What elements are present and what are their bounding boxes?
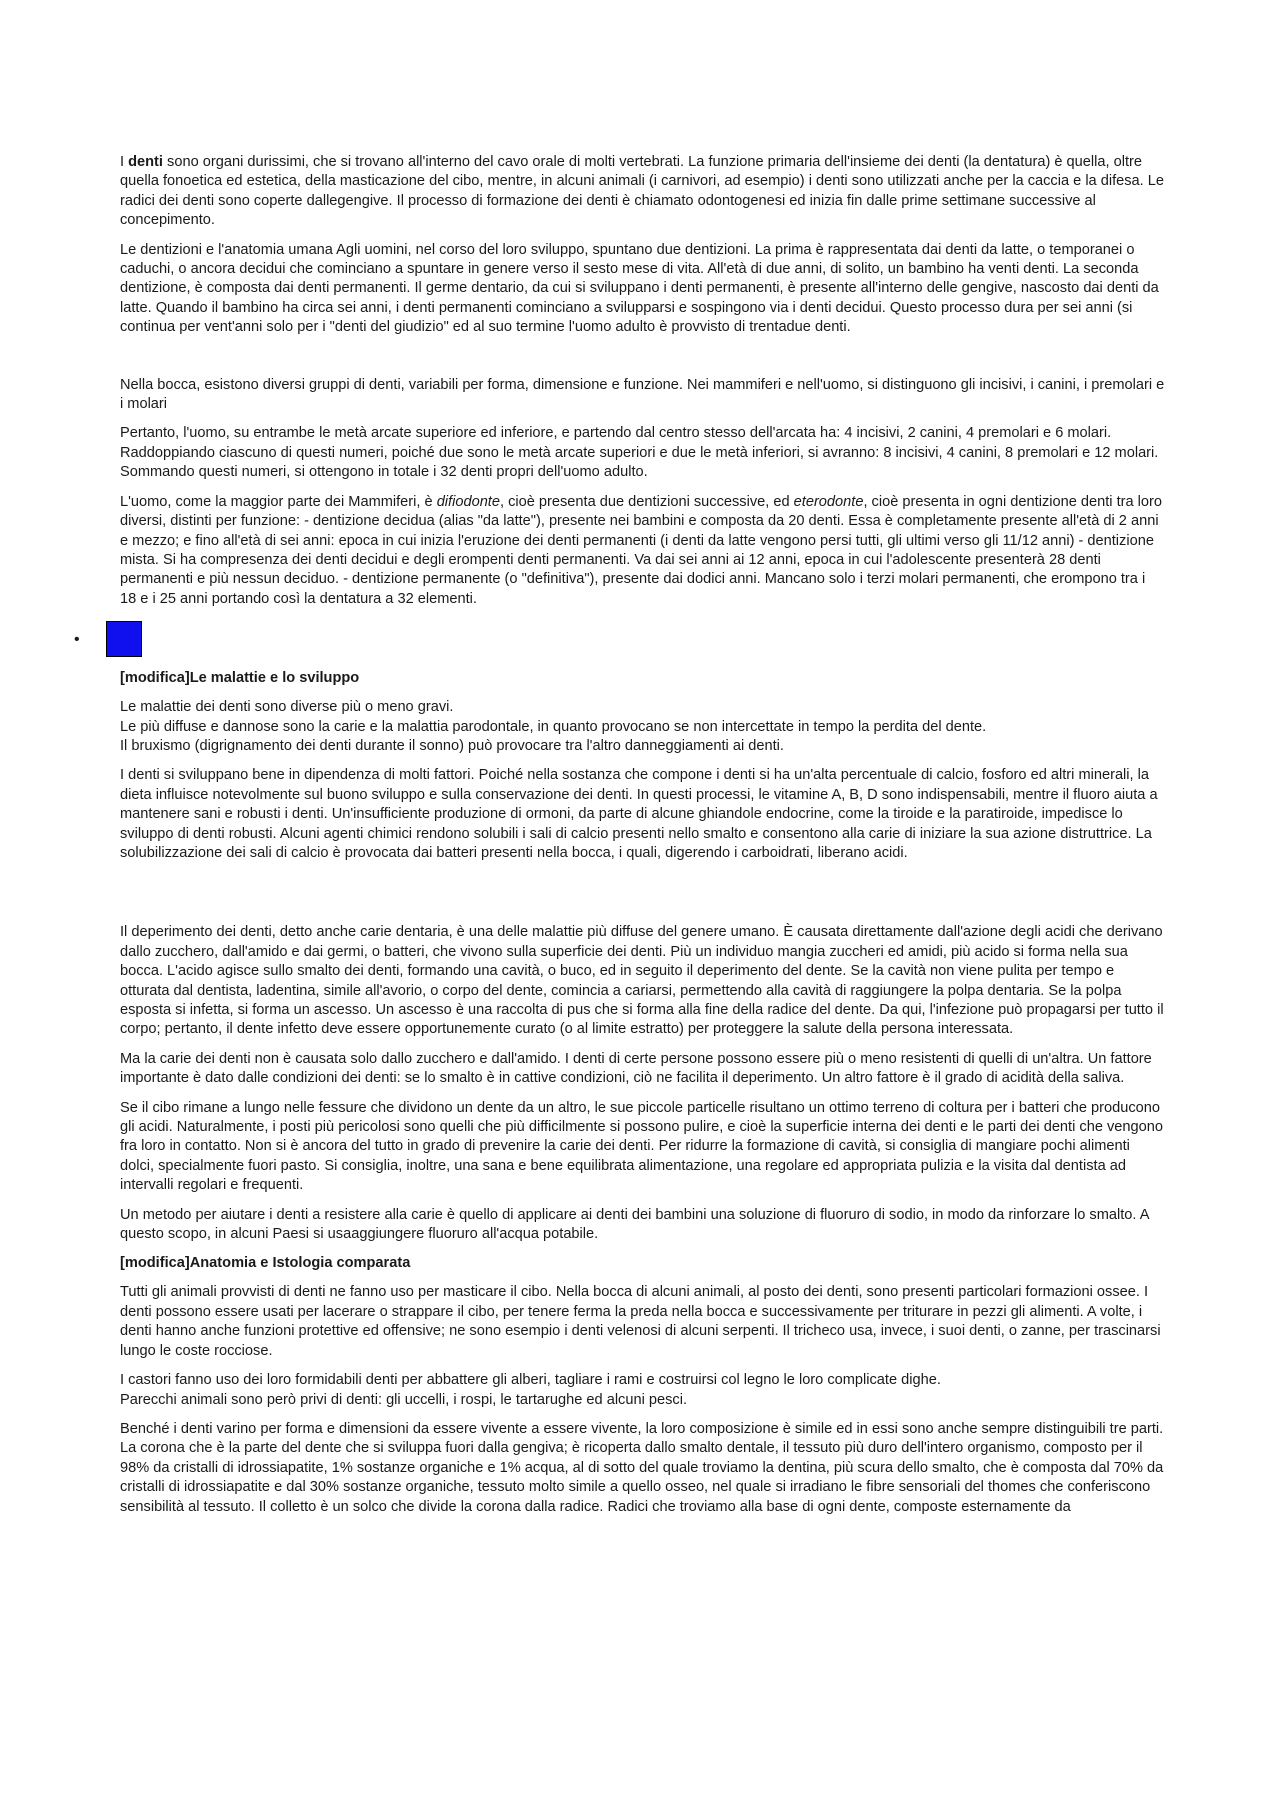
bullet-icon: •: [74, 631, 80, 649]
text-line: Parecchi animali sono però privi di denti: gli uccelli, i rospi, le tartarughe ed alcuni pesci.: [120, 1391, 688, 1408]
section-heading-malattie[interactable]: [modifica]Le malattie e lo sviluppo: [120, 670, 360, 687]
spacer: [120, 348, 1165, 376]
intro-text: sono organi durissimi, che si trovano all'interno del cavo orale di molti vertebrati. La funzione primaria dell'insieme dei denti (la dentatura) è quella, oltre quella fonoetica ed estetica, della masticazione del cibo, mentre, in alcuni animali (i carnivori, ad esempio) i denti sono utilizzati anche per la caccia e la difesa. Le radici dei denti sono coperte dallegengive. Il processo di formazione dei denti è chiamato odontogenesi ed inizia fin dalle prime settimane successive al concepimento.: [120, 154, 1165, 229]
text-line: Le malattie dei denti sono diverse più o meno gravi.: [120, 699, 454, 716]
dentition-paragraph: Le dentizioni e l'anatomia umana Agli uomini, nel corso del loro sviluppo, spuntano due dentizioni. La prima è rappresentata dai denti da latte, o temporanei o caduchi, o ancora decidui che cominciano a spuntare in genere verso il sesto mese di vita. All'età di due anni, di solito, un bambino ha venti denti. La seconda dentizione, è composta dai denti permanenti. Il germe dentario, da cui si sviluppano i denti permanenti, è presente all'interno delle gengive, nascosto dai denti da latte. Quando il bambino ha circa sei anni, i denti permanenti cominciano a svilupparsi e sospingono via i denti decidui. Questo processo dura per sei anni (si continua per vent'anni solo per i "denti del giudizio" ed al suo termine l'uomo adulto è provvisto di trentadue denti.: [120, 241, 1159, 336]
animals-paragraph: Tutti gli animali provvisti di denti ne fanno uso per masticare il cibo. Nella bocca di alcuni animali, al posto dei denti, sono presenti particolari formazioni ossee. I denti possono essere usati per lacerare o strappare il cibo, per tenere ferma la preda nella bocca e successivamente per triturare in pezzi gli alimenti. A volte, i denti hanno anche funzioni protettive ed offensive; ne sono esempio i denti velenosi di alcuni serpenti. Il tricheco usa, invece, i suoi denti, o zanne, per trascinarsi lungo le coste rocciose.: [120, 1284, 1161, 1359]
difiodonte-paragraph: [120, 493, 1165, 609]
beavers-paragraph: [120, 1371, 1165, 1410]
prevention-paragraph: Se il cibo rimane a lungo nelle fessure che dividono un dente da un altro, le sue piccole particelle risultano un ottimo terreno di coltura per i batteri che producono gli acidi. Naturalmente, i posti più pericolosi sono quelli che più difficilmente si possono pulire, e cioè la superficie interna dei denti e le parti dei denti che vengono fra loro in contatto. Non si è ancora del tutto in grado di prevenire la carie dei denti. Per ridurre la formazione di cavità, si consiglia di mangiare pochi alimenti dolci, specialmente fuori pasto. Si consiglia, inoltre, una sana e bene equilibrata alimentazione, una regolare ed appropriata pulizia e la visita dal dentista ad intervalli regolari e frequenti.: [120, 1099, 1163, 1194]
bullet-list-item: [74, 619, 1165, 661]
spacer: [120, 873, 1165, 923]
composition-paragraph: Benché i denti varino per forma e dimensioni da essere vivente a essere vivente, la loro composizione è simile ed in essi sono anche sempre distinguibili tre parti. La corona che è la parte del dente che si sviluppa fuori dalla gengiva; è ricoperta dallo smalto dentale, il tessuto più duro dell'intero organismo, composto per il 98% da cristalli di idrossiapatite, 1% sostanze organiche e 1% acqua, al di sotto del quale troviamo la dentina, più scura dello smalto, che è composta dal 70% da cristalli di idrossiapatite e dal 30% sostanze organiche, tessuto molto simile a quello osseo, nel quale si irradiano le fibre sensoriali del thomes che conferiscono sensibilità al tessuto. Il colletto è un solco che divide la corona dalla radice. Radici che troviamo alla base di ogni dente, composte esternamente da: [120, 1420, 1164, 1515]
text-line: Il bruxismo (digrignamento dei denti durante il sonno) può provocare tra l'altro danneggiamenti ai denti.: [120, 737, 784, 754]
resistance-paragraph: Ma la carie dei denti non è causata solo dallo zucchero e dall'amido. I denti di certe persone possono essere più o meno resistenti di quelli di un'altra. Un fattore importante è dato dalle condizioni dei denti: se lo smalto è in cattive condizioni, ciò ne facilita il deperimento. Un altro fattore è il grado di acidità della saliva.: [120, 1050, 1152, 1087]
text-segment: , cioè presenta due dentizioni successive, ed: [499, 493, 794, 510]
decay-paragraph: Il deperimento dei denti, detto anche carie dentaria, è una delle malattie più diffuse del genere umano. È causata direttamente dall'azione degli acidi che derivano dallo zucchero, dall'amido e dai germi, o batteri, che vivono sulla superficie dei denti. Più un individuo mangia zuccheri ed amidi, più acido si forma nella sua bocca. L'acido agisce sullo smalto dei denti, formando una cavità, o buco, ed in seguito il deperimento del dente. Se la cavità non viene pulita per tempo e otturata dal dentista, ladentina, simile all'avorio, o corpo del dente, comincia a cariarsi, permettendo alla cavità di raggiungere la polpa dentaria. Se la polpa esposta si infetta, si forma un ascesso. Un ascesso è una raccolta di pus che si forma alla fine della radice del dente. Da qui, l'infezione può propagarsi per tutto il corpo; pertanto, il dente infetto deve essere opportunemente curato (o al limite estratto) per proteggere la salute della persona interessata.: [120, 924, 1164, 1038]
fluoride-paragraph: Un metodo per aiutare i denti a resistere alla carie è quello di applicare ai denti dei bambini una soluzione di fluoruro di sodio, in modo da rinforzare lo smalto. A questo scopo, in alcuni Paesi si usaaggiungere fluoruro all'acqua potabile.: [120, 1206, 1149, 1243]
text-line: Le più diffuse e dannose sono la carie e la malattia parodontale, in quanto provocano se non intercettate in tempo la perdita del dente.: [120, 718, 987, 735]
text-segment: L'uomo, come la maggior parte dei Mammiferi, è: [120, 493, 437, 510]
italic-term: difiodonte: [436, 493, 500, 510]
section-heading-anatomia[interactable]: [modifica]Anatomia e Istologia comparata: [120, 1255, 411, 1272]
document-body: [74, 153, 1165, 1527]
italic-term: eterodonte: [793, 493, 864, 510]
intro-bold-term: denti: [128, 154, 163, 170]
text-line: I castori fanno uso dei loro formidabili denti per abbattere gli alberi, tagliare i rami e costruirsi col legno le loro complicate dighe.: [120, 1372, 941, 1389]
intro-paragraph: [120, 153, 1165, 231]
intro-prefix: I: [120, 154, 129, 170]
development-paragraph: I denti si sviluppano bene in dipendenza di molti fattori. Poiché nella sostanza che compone i denti si ha un'alta percentuale di calcio, fosforo ed altri minerali, la dieta influisce notevolmente sul buono sviluppo e sulla conservazione dei denti. In questi processi, le vitamine A, B, D sono indispensabili, mentre il fluoro aiuta a mantenere sani e robusti i denti. Un'insufficiente produzione di ormoni, da parte di alcune ghiandole endocrine, come la tiroide e la paratiroide, impedisce lo sviluppo di denti robusti. Alcuni agenti chimici rendono solubili i sali di calcio presenti nello smalto e consentono alla carie di iniziare la sua azione distruttrice. La solubilizzazione dei sali di calcio è provocata dai batteri presenti nella bocca, i quali, digerendo i carboidrati, liberano acidi.: [120, 767, 1158, 861]
image-placeholder: [106, 621, 142, 657]
tooth-groups-paragraph: Nella bocca, esistono diversi gruppi di denti, variabili per forma, dimensione e funzione. Nei mammiferi e nell'uomo, si distinguono gli incisivi, i canini, i premolari e i molari: [120, 376, 1165, 413]
text-segment: , cioè presenta in ogni dentizione denti tra loro diversi, distinti per funzione: - dentizione decidua (alias "da latte"), presente nei bambini e composta da 20 denti. Essa è completamente presente all'età di 2 anni e mezzo; e fino all'età di sei anni: epoca in cui inizia l'eruzione dei denti permanenti (i denti da latte vengono persi tutti, gli ultimi verso gli 11/12 anni) - dentizione mista. Si ha compresenza dei denti decidui e degli erompenti denti permanenti. Va dai sei anni ai 12 anni, epoca in cui l'adolescente presenterà 28 denti permanenti e più nessun deciduo. - dentizione permanente (o "definitiva"), presente dai dodici anni. Mancano solo i terzi molari permanenti, che erompono tra i 18 e i 25 anni portando così la dentatura a 32 elementi.: [120, 493, 1163, 607]
tooth-count-paragraph: Pertanto, l'uomo, su entrambe le metà arcate superiore ed inferiore, e partendo dal centro stesso dell'arcata ha: 4 incisivi, 2 canini, 4 premolari e 6 molari. Raddoppiando ciascuno di questi numeri, poiché due sono le metà arcate superiori e due le metà inferiori, si avranno: 8 incisivi, 4 canini, 8 premolari e 12 molari. Sommando questi numeri, si ottengono in totale i 32 denti propri dell'uomo adulto.: [120, 425, 1159, 481]
diseases-paragraph: [120, 698, 1165, 756]
